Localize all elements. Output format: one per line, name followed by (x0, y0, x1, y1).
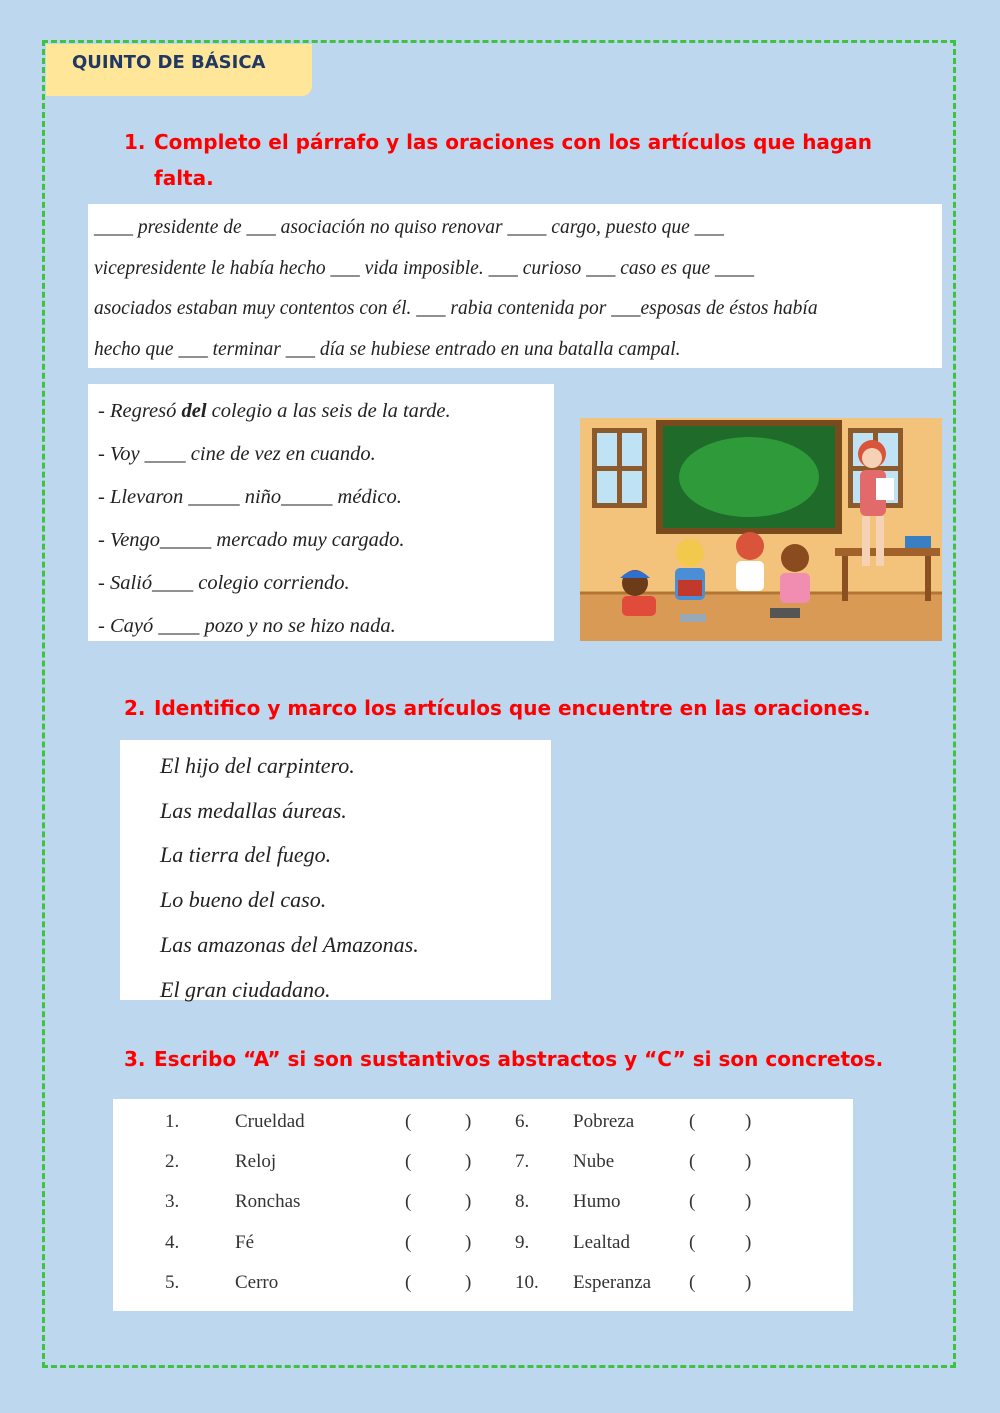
answer-close-paren[interactable]: ) (745, 1231, 752, 1253)
section-1-number: 1. (124, 130, 146, 154)
item-number: 3. (165, 1191, 180, 1213)
answer-open-paren[interactable]: ( (689, 1271, 696, 1293)
item-number: 7. (515, 1151, 530, 1173)
sentence-item: El gran ciudadano. (160, 976, 331, 1002)
answer-open-paren[interactable]: ( (689, 1111, 696, 1133)
answer-close-paren[interactable]: ) (745, 1111, 752, 1133)
section-2-heading (124, 690, 924, 726)
noun-word: Lealtad (573, 1231, 630, 1253)
answer-close-paren[interactable]: ) (465, 1191, 472, 1213)
answer-close-paren[interactable]: ) (465, 1111, 472, 1133)
sentence-item: El hijo del carpintero. (160, 753, 355, 778)
example-sentence (98, 390, 544, 433)
answer-open-paren[interactable]: ( (405, 1191, 412, 1213)
example-prefix: - Regresó (98, 400, 182, 422)
answer-open-paren[interactable]: ( (405, 1151, 412, 1173)
noun-word: Reloj (235, 1151, 277, 1173)
noun-row (165, 1142, 775, 1182)
noun-word: Crueldad (235, 1111, 305, 1133)
item-number: 5. (165, 1271, 180, 1293)
noun-word: Fé (235, 1231, 254, 1253)
answer-close-paren[interactable]: ) (745, 1271, 752, 1293)
grade-label: QUINTO DE BÁSICA (46, 44, 312, 96)
paragraph-line: asociados estaban muy contentos con él. ___ rabia contenida por ___esposas de éstos había (94, 298, 818, 319)
item-number: 2. (165, 1151, 180, 1173)
noun-word: Cerro (235, 1271, 279, 1293)
section-1-heading (124, 124, 914, 196)
answer-open-paren[interactable]: ( (405, 1111, 412, 1133)
example-suffix: colegio a las seis de la tarde. (206, 400, 451, 422)
noun-row (165, 1263, 775, 1303)
sentence-item: La tierra del fuego. (160, 842, 332, 868)
answer-close-paren[interactable]: ) (465, 1151, 472, 1173)
sentence-item: - Cayó ____ pozo y no se hizo nada. (98, 615, 396, 637)
sentence-item: - Voy ____ cine de vez en cuando. (98, 443, 376, 465)
section-2-title: Identifico y marco los artículos que encuentre en las oraciones. (154, 696, 871, 720)
item-number: 9. (515, 1231, 530, 1253)
answer-open-paren[interactable]: ( (689, 1191, 696, 1213)
noun-word: Humo (573, 1191, 621, 1213)
answer-close-paren[interactable]: ) (465, 1231, 472, 1253)
noun-word: Ronchas (235, 1191, 301, 1213)
answer-open-paren[interactable]: ( (689, 1151, 696, 1173)
item-number: 1. (165, 1111, 180, 1133)
noun-row (165, 1182, 775, 1222)
sentence-item: Las amazonas del Amazonas. (160, 931, 419, 957)
sentence-item: Las medallas áureas. (160, 797, 347, 823)
noun-row (165, 1223, 775, 1263)
section-3-heading (124, 1041, 944, 1077)
section-3-number: 3. (124, 1047, 146, 1071)
noun-row (165, 1102, 775, 1142)
noun-word: Pobreza (573, 1111, 635, 1133)
sentence-item: Lo bueno del caso. (160, 887, 327, 913)
section-1-title: Completo el párrafo y las oraciones con los artículos que hagan falta. (154, 130, 872, 190)
nouns-table (165, 1102, 775, 1303)
noun-word: Esperanza (573, 1271, 652, 1293)
sentence-item: - Salió____ colegio corriendo. (98, 572, 350, 594)
item-number: 10. (515, 1271, 539, 1293)
example-article: del (181, 400, 207, 422)
sentence-item: - Llevaron _____ niño_____ médico. (98, 486, 402, 508)
answer-open-paren[interactable]: ( (689, 1231, 696, 1253)
item-number: 4. (165, 1231, 180, 1253)
identify-sentences (120, 740, 551, 1000)
paragraph-line: ____ presidente de ___ asociación no quiso renovar ____ cargo, puesto que ___ (94, 217, 724, 238)
answer-close-paren[interactable]: ) (745, 1151, 752, 1173)
nouns-table-box (113, 1099, 853, 1311)
section-2-number: 2. (124, 696, 146, 720)
sentence-item: - Vengo_____ mercado muy cargado. (98, 529, 405, 551)
paragraph-line: vicepresidente le había hecho ___ vida imposible. ___ curioso ___ caso es que ____ (94, 257, 754, 279)
classroom-illustration (580, 418, 942, 641)
paragraph-line: hecho que ___ terminar ___ día se hubiese entrado en una batalla campal. (94, 338, 681, 360)
section-3-title: Escribo “A” si son sustantivos abstractos y “C” si son concretos. (154, 1047, 884, 1071)
answer-close-paren[interactable]: ) (745, 1191, 752, 1213)
classroom-drawing (580, 418, 942, 641)
answer-close-paren[interactable]: ) (465, 1271, 472, 1293)
fill-in-sentences (88, 384, 554, 641)
fill-in-paragraph (88, 204, 942, 368)
item-number: 8. (515, 1191, 530, 1213)
answer-open-paren[interactable]: ( (405, 1231, 412, 1253)
item-number: 6. (515, 1111, 530, 1133)
noun-word: Nube (573, 1151, 615, 1173)
answer-open-paren[interactable]: ( (405, 1271, 412, 1293)
